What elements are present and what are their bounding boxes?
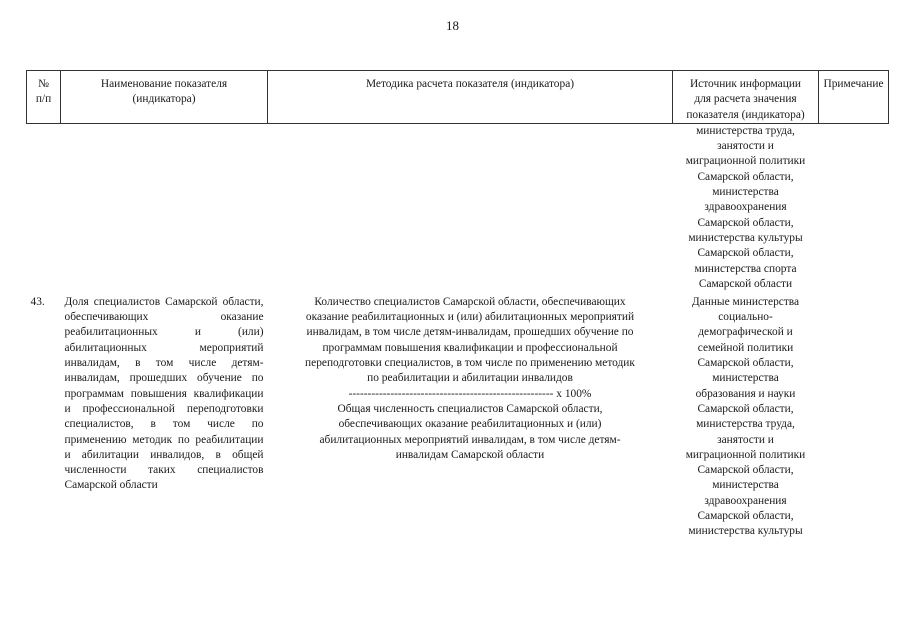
- cont-note-cell: [819, 123, 889, 295]
- table-row-43: [27, 295, 889, 540]
- header-method: Методика расчета показателя (индикатора): [268, 71, 673, 124]
- table-header-row: [27, 71, 889, 124]
- header-name: Наименование показателя (индикатора): [61, 71, 268, 124]
- cont-name-cell: [61, 123, 268, 295]
- fraction-line: ------------------------------------------------------ x 100%: [348, 387, 592, 400]
- row43-num: 43.: [30, 295, 45, 308]
- header-note: Примечание: [819, 71, 889, 124]
- cont-num-cell: [27, 123, 61, 295]
- table-row-continuation: [27, 123, 889, 295]
- row43-indicator-name: Доля специалистов Самарской области, обеспечивающих оказание реабилитационных и (или) абилитационных мероприятий инвалидам, в том числе детям-инвалидам, прошедших обучение по программам повышения квалификации и профессиональной переподготовки специалистов, в том числе по применению методик по реабилитации и абилитации инвалидов, в общей численности таких специалистов Самарской области: [64, 295, 264, 492]
- header-num: № п/п: [27, 71, 61, 124]
- page-number: 18: [446, 18, 459, 33]
- row43-source: Данные министерства социально- демографической и семейной политики Самарской области, министерства образования и науки Самарской области, министерства труда, занятости и миграционной политики Самарской области, министерства здравоохранения Самарской области, министерства культуры: [685, 295, 806, 538]
- header-source: Источник информации для расчета значения показателя (индикатора): [673, 71, 819, 124]
- cont-source-cell: министерства труда, занятости и миграционной политики Самарской области, министерства здравоохранения Самарской области, министерства культуры Самарской области, министерства спорта Самарской области: [685, 124, 806, 290]
- indicators-table: [26, 70, 889, 540]
- row43-method: Количество специалистов Самарской области, обеспечивающих оказание реабилитационных и (или) абилитационных мероприятий инвалидам, в том числе детям-инвалидам, прошедших обучение по программам повышения квалификации и профессиональной переподготовки специалистов, в том числе по применению методик по реабилитации и абилитации инвалидов ------------------------------------------------------ x 100% Общая численность специалистов Самарской области, обеспечивающих оказание реабилитационных и (или) абилитационных мероприятий инвалидам, в том числе детям- инвалидам Самарской области: [268, 295, 673, 540]
- row43-note: [819, 295, 889, 540]
- cont-method-cell: [268, 123, 673, 295]
